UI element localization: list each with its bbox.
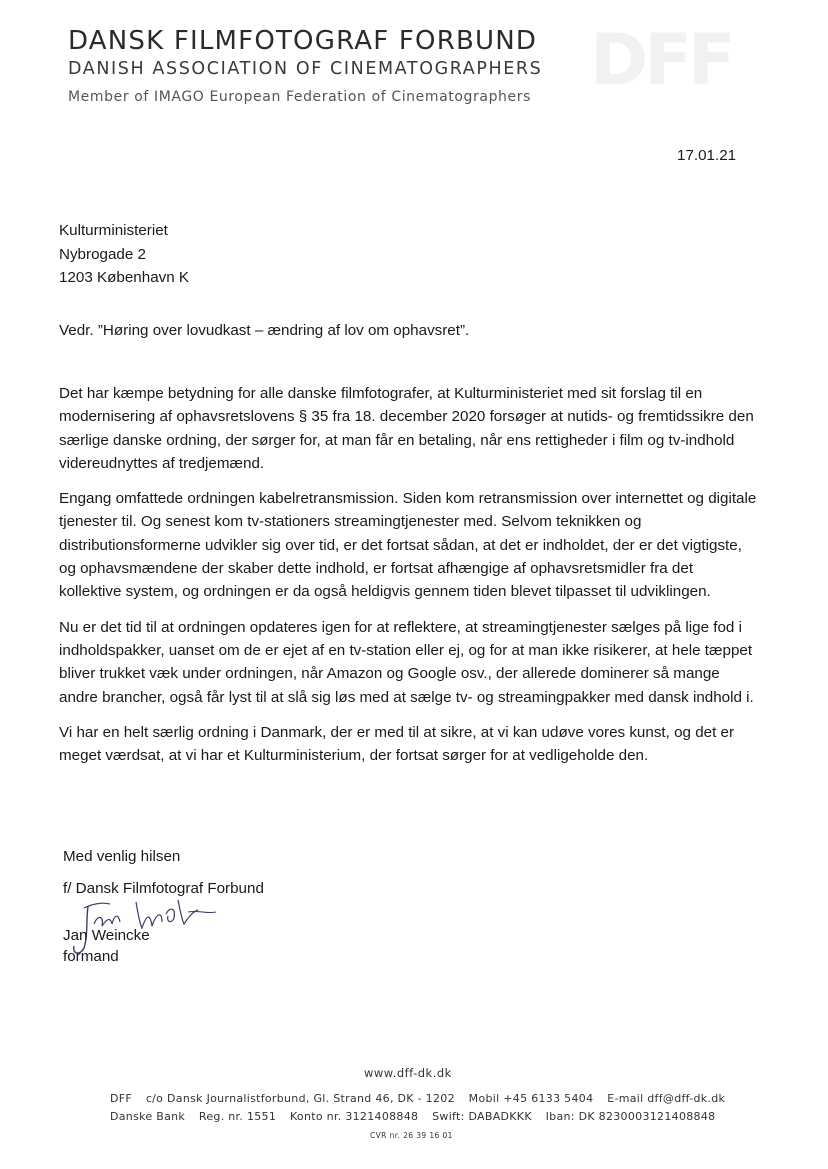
footer-address: c/o Dansk Journalistforbund, Gl. Strand 46, DK - 1202 [145,1092,455,1105]
footer-org: DFF [110,1092,133,1105]
footer-contact-line [110,1092,735,1105]
footer-iban: Iban: DK 8230003121408848 [545,1110,716,1123]
body-paragraph-1: Det har kæmpe betydning for alle danske filmfotografer, at Kulturministeriet med sit forslag til en modernisering af ophavsretslovens § 35 fra 18. december 2020 forsøger at nutids- og fremtidssikre den særlige danske ordning, der sørger for, at man får en betaling, når ens rettigheder i film og tv-indhold videreudnyttes af tredjemænd. [59,385,754,472]
footer-bank-line [110,1110,725,1123]
address-line-2: Nybrogade 2 [59,245,146,263]
footer-bank: Danske Bank [110,1110,186,1123]
letterhead-member-line: Member of IMAGO European Federation of Cinematographers [68,89,531,105]
footer-mobile: Mobil +45 6133 5404 [468,1092,594,1105]
address-line-1: Kulturministeriet [59,222,168,239]
closing-greeting: Med venlig hilsen [63,848,181,865]
letter-body [59,382,759,779]
footer-swift: Swift: DABADKKK [432,1110,532,1123]
letter-subject: Vedr. ”Høring over lovudkast – ændring af lov om ophavsret”. [59,322,470,339]
body-paragraph-4: Vi har en helt særlig ordning i Danmark, der er med til at sikre, at vi kan udøve vores kunst, og det er meget værdsat, at vi har et Kulturministerium, der fortsat sørger for at vedligeholde den. [59,723,735,765]
letterhead-watermark-mark: DFF [590,20,732,100]
letterhead-title: DANSK FILMFOTOGRAF FORBUND [68,26,538,56]
letter-date: 17.01.21 [677,147,737,164]
letterhead-subtitle: DANISH ASSOCIATION OF CINEMATOGRAPHERS [68,59,543,79]
footer-reg: Reg. nr. 1551 [198,1110,277,1123]
footer-email: E-mail dff@dff-dk.dk [607,1092,726,1105]
signatory-role: formand [63,948,119,965]
address-line-3: 1203 København K [59,269,190,286]
closing-organization: f/ Dansk Filmfotograf Forbund [63,880,264,897]
body-paragraph-3: Nu er det tid til at ordningen opdateres igen for at reflektere, at streamingtjenester sælges på lige fod i indholdspakker, uanset om de er ejet af en tv-station eller ej, og for at man ikke risikerer, at hele tæppet bliver trukket væk under ordningen, når Amazon og Google osv., der allerede dominerer så mange andre brancher, også får lyst til at slå sig løs med at sælge tv- og streamingpakker med dansk indhold i. [59,618,754,706]
signatory-name: Jan Weincke [63,927,150,944]
body-paragraph-2: Engang omfattede ordningen kabelretransmission. Siden kom retransmission over internettet og digitale tjenester til. Og senest kom tv-stationers streamingtjenester med. Selvom teknikken og distributionsformerne udvikler sig over tid, er det fortsat sådan, at det er indholdet, der er det vigtigste, og ophavsmændene der skaber dette indhold, er fortsat afhængige af ophavsretsmidler fra det kollektive system, og ordningen er da også heldigvis gennem tiden blevet tilpasset til udviklingen. [59,490,757,601]
recipient-address [59,219,189,290]
footer-cvr: CVR nr. 26 39 16 01 [370,1131,453,1140]
footer-website: www.dff-dk.dk [364,1066,452,1080]
footer-konto: Konto nr. 3121408848 [289,1110,419,1123]
